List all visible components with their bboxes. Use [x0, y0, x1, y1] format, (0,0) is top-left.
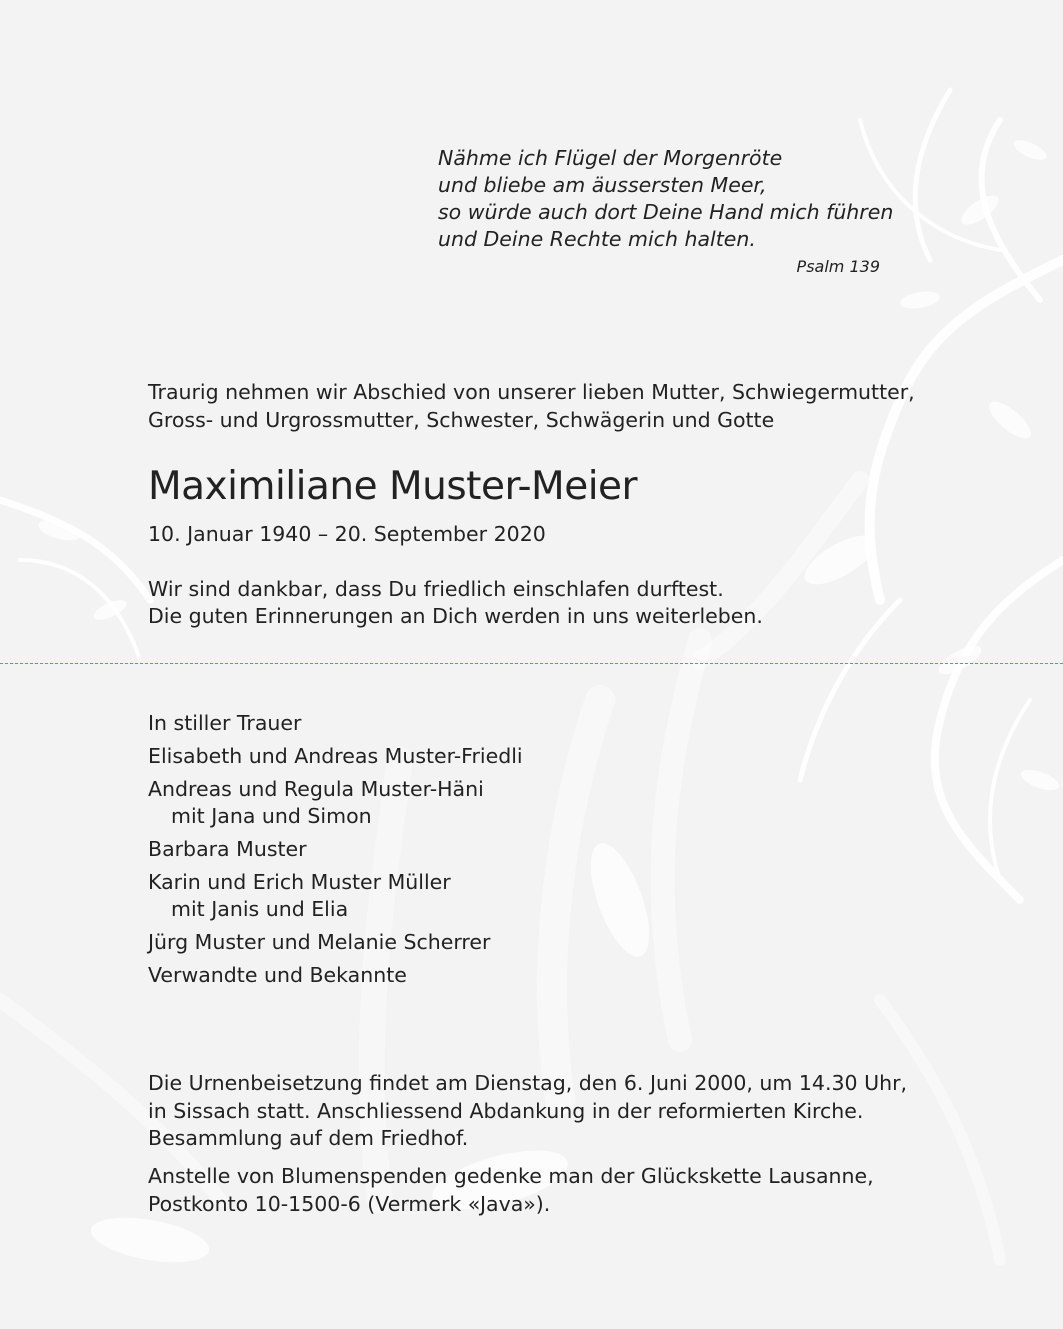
mourner-name: Andreas und Regula Muster-Häni [148, 777, 484, 801]
donation-line: Anstelle von Blumenspenden gedenke man der Glückskette Lausanne, [148, 1164, 874, 1188]
mourner-name: Verwandte und Bekannte [148, 963, 407, 987]
mourner-children: mit Janis und Elia [171, 897, 349, 921]
notice-line: Die Urnenbeisetzung findet am Dienstag, den 6. Juni 2000, um 14.30 Uhr, [148, 1071, 908, 1095]
intro-line: Traurig nehmen wir Abschied von unserer lieben Mutter, Schwiegermutter, [148, 380, 915, 404]
thanks-line: Die guten Erinnerungen an Dich werden in uns weiterleben. [148, 604, 763, 628]
mourner-entry [148, 743, 523, 770]
mourner-children: mit Jana und Simon [171, 804, 372, 828]
mourner-name: Jürg Muster und Melanie Scherrer [148, 930, 491, 954]
mourner-entry [148, 869, 523, 923]
donation-line: Postkonto 10-1500-6 (Vermerk «Java»). [148, 1191, 551, 1216]
mourner-entry [148, 929, 523, 956]
mourner-entry [148, 962, 523, 989]
psalm-reference: Psalm 139 [796, 257, 880, 276]
mourners-list [148, 710, 523, 995]
thanks-line: Wir sind dankbar, dass Du friedlich einschlafen durftest. [148, 577, 724, 601]
psalm-line: und Deine Rechte mich halten. [438, 227, 756, 251]
mourner-entry [148, 836, 523, 863]
intro-text [148, 378, 915, 434]
life-dates: 10. Januar 1940 – 20. September 2020 [148, 522, 546, 546]
thanks-text [148, 576, 763, 630]
mourner-name: In stiller Trauer [148, 711, 302, 735]
psalm-line: Nähme ich Flügel der Morgenröte [438, 146, 783, 170]
psalm-quote [438, 145, 893, 253]
psalm-line: und bliebe am äussersten Meer, [438, 173, 767, 197]
mourner-name: Barbara Muster [148, 837, 307, 861]
psalm-line: so würde auch dort Deine Hand mich führen [438, 200, 894, 224]
mourner-entry [148, 710, 523, 737]
notice-line: Besammlung auf dem Friedhof. [148, 1126, 469, 1150]
ceremony-notice [148, 1070, 907, 1153]
donation-notice [148, 1163, 874, 1218]
dashed-divider [0, 663, 1063, 664]
mourner-entry [148, 776, 523, 830]
mourner-name: Karin und Erich Muster Müller [148, 870, 451, 894]
deceased-name: Maximiliane Muster-Meier [148, 464, 638, 509]
intro-line: Gross- und Urgrossmutter, Schwester, Schwägerin und Gotte [148, 408, 775, 432]
notice-line: in Sissach statt. Anschliessend Abdankung in der reformierten Kirche. [148, 1098, 864, 1123]
mourner-name: Elisabeth und Andreas Muster-Friedli [148, 744, 523, 768]
